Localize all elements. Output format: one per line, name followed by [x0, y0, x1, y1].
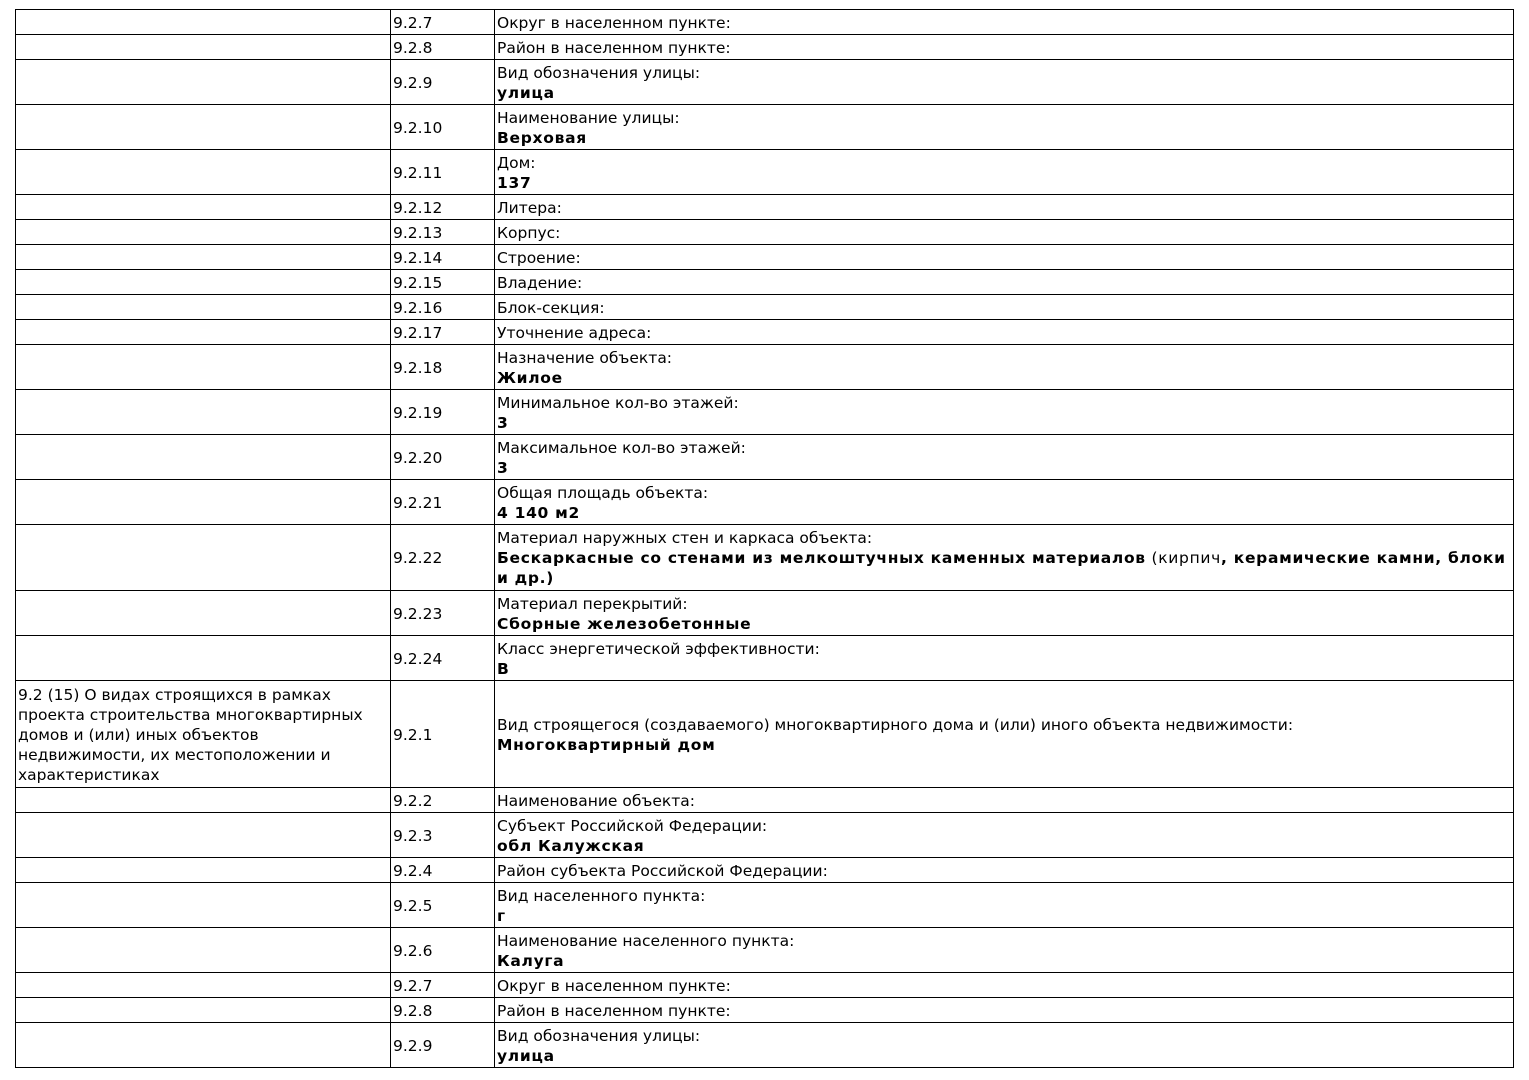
table-row [16, 105, 1514, 150]
item-content [495, 195, 1514, 220]
item-value: Сборные железобетонные [497, 614, 752, 633]
item-number: 9.2.9 [391, 1023, 495, 1068]
table-row [16, 788, 1514, 813]
item-label: Назначение объекта: [497, 348, 673, 367]
item-label: Наименование улицы: [497, 108, 680, 127]
section-cell [16, 245, 391, 270]
item-number: 9.2.3 [391, 813, 495, 858]
table-row [16, 883, 1514, 928]
table-row [16, 60, 1514, 105]
item-content [495, 10, 1514, 35]
item-number: 9.2.5 [391, 883, 495, 928]
item-number: 9.2.12 [391, 195, 495, 220]
section-cell [16, 10, 391, 35]
item-content [495, 105, 1514, 150]
item-number: 9.2.13 [391, 220, 495, 245]
section-cell [16, 788, 391, 813]
item-value: обл Калужская [497, 836, 645, 855]
section-cell [16, 998, 391, 1023]
item-content [495, 928, 1514, 973]
section-cell [16, 480, 391, 525]
item-label: Дом: [497, 153, 536, 172]
item-number: 9.2.8 [391, 998, 495, 1023]
item-content [495, 35, 1514, 60]
item-number: 9.2.14 [391, 245, 495, 270]
table-row [16, 1023, 1514, 1068]
section-cell [16, 60, 391, 105]
item-label: Вид обозначения улицы: [497, 1026, 701, 1045]
item-content [495, 883, 1514, 928]
item-label: Вид обозначения улицы: [497, 63, 701, 82]
item-number: 9.2.23 [391, 591, 495, 636]
item-content [495, 525, 1514, 591]
item-number: 9.2.22 [391, 525, 495, 591]
item-number: 9.2.16 [391, 295, 495, 320]
section-cell [16, 681, 391, 788]
item-value: улица [497, 1046, 555, 1065]
section-cell [16, 435, 391, 480]
item-content [495, 270, 1514, 295]
item-label: Максимальное кол-во этажей: [497, 438, 746, 457]
table-row [16, 320, 1514, 345]
item-content [495, 998, 1514, 1023]
table-row [16, 858, 1514, 883]
item-value: улица [497, 83, 555, 102]
table-row [16, 245, 1514, 270]
item-content [495, 435, 1514, 480]
item-content [495, 245, 1514, 270]
item-value: 137 [497, 173, 532, 192]
item-number: 9.2.24 [391, 636, 495, 681]
item-label: Владение: [497, 273, 583, 292]
table-row [16, 150, 1514, 195]
item-number: 9.2.4 [391, 858, 495, 883]
section-cell [16, 883, 391, 928]
item-label: Уточнение адреса: [497, 323, 652, 342]
item-content [495, 295, 1514, 320]
item-label: Район в населенном пункте: [497, 38, 731, 57]
table-row [16, 270, 1514, 295]
section-cell [16, 150, 391, 195]
table-row [16, 591, 1514, 636]
item-label: Блок-секция: [497, 298, 605, 317]
section-cell [16, 320, 391, 345]
section-cell [16, 270, 391, 295]
item-number: 9.2.10 [391, 105, 495, 150]
table-row [16, 390, 1514, 435]
item-value: 3 [497, 413, 509, 432]
section-cell [16, 813, 391, 858]
item-content [495, 1023, 1514, 1068]
item-label: Корпус: [497, 223, 561, 242]
section-cell [16, 973, 391, 998]
section-cell [16, 195, 391, 220]
item-label: Общая площадь объекта: [497, 483, 709, 502]
item-number: 9.2.17 [391, 320, 495, 345]
item-label: Вид населенного пункта: [497, 886, 706, 905]
item-content [495, 788, 1514, 813]
section-cell [16, 636, 391, 681]
item-value: Калуга [497, 951, 565, 970]
item-label: Литера: [497, 198, 562, 217]
item-value [497, 548, 1511, 588]
section-title: 9.2 (15) О видах строящихся в рамках проекта строительства многоквартирных домов и (или) иных объектов недвижимости, их местоположении и характеристиках [18, 685, 363, 784]
item-number: 9.2.8 [391, 35, 495, 60]
table-row [16, 295, 1514, 320]
item-number: 9.2.9 [391, 60, 495, 105]
table-row [16, 435, 1514, 480]
item-label: Округ в населенном пункте: [497, 13, 731, 32]
item-value: Жилое [497, 368, 563, 387]
item-value: г [497, 906, 506, 925]
item-label: Вид строящегося (создаваемого) многоквартирного дома и (или) иного объекта недвижимости: [497, 715, 1294, 734]
section-cell [16, 345, 391, 390]
item-content [495, 320, 1514, 345]
item-content [495, 681, 1514, 788]
section-cell [16, 525, 391, 591]
item-number: 9.2.19 [391, 390, 495, 435]
section-cell [16, 858, 391, 883]
item-number: 9.2.7 [391, 10, 495, 35]
item-content [495, 390, 1514, 435]
item-value: 3 [497, 458, 509, 477]
section-cell [16, 928, 391, 973]
table-row [16, 998, 1514, 1023]
item-label: Минимальное кол-во этажей: [497, 393, 739, 412]
table-row [16, 10, 1514, 35]
item-label: Класс энергетической эффективности: [497, 639, 820, 658]
item-value: 4 140 м2 [497, 503, 580, 522]
item-number: 9.2.18 [391, 345, 495, 390]
item-label: Строение: [497, 248, 581, 267]
table-row [16, 35, 1514, 60]
table-row [16, 681, 1514, 788]
item-number: 9.2.6 [391, 928, 495, 973]
item-content [495, 220, 1514, 245]
item-label: Район в населенном пункте: [497, 1001, 731, 1020]
section-cell [16, 390, 391, 435]
table-row [16, 480, 1514, 525]
item-value-part: (кирпич [1145, 549, 1222, 567]
item-number: 9.2.11 [391, 150, 495, 195]
item-number: 9.2.7 [391, 973, 495, 998]
section-cell [16, 295, 391, 320]
item-content [495, 973, 1514, 998]
item-number: 9.2.2 [391, 788, 495, 813]
table-row [16, 195, 1514, 220]
disclosure-table [15, 9, 1514, 1068]
item-content [495, 60, 1514, 105]
item-number: 9.2.20 [391, 435, 495, 480]
item-content [495, 591, 1514, 636]
item-value: Верховая [497, 128, 587, 147]
item-value-part: Бескаркасные со стенами из мелкоштучных каменных материалов [497, 549, 1146, 567]
item-content [495, 636, 1514, 681]
item-label: Район субъекта Российской Федерации: [497, 861, 828, 880]
item-value: Многоквартирный дом [497, 735, 716, 754]
item-number: 9.2.15 [391, 270, 495, 295]
table-row [16, 525, 1514, 591]
item-content [495, 150, 1514, 195]
item-content [495, 480, 1514, 525]
table-row [16, 928, 1514, 973]
item-label: Субъект Российской Федерации: [497, 816, 768, 835]
table-row [16, 345, 1514, 390]
item-label: Материал перекрытий: [497, 594, 688, 613]
item-label: Наименование населенного пункта: [497, 931, 795, 950]
section-cell [16, 105, 391, 150]
item-content [495, 345, 1514, 390]
item-content [495, 858, 1514, 883]
section-cell [16, 1023, 391, 1068]
item-number: 9.2.1 [391, 681, 495, 788]
item-value-part: , керамические камни, блоки и др.) [497, 549, 1506, 587]
table-row [16, 973, 1514, 998]
item-label: Наименование объекта: [497, 791, 696, 810]
table-row [16, 636, 1514, 681]
section-cell [16, 35, 391, 60]
section-cell [16, 220, 391, 245]
item-content [495, 813, 1514, 858]
section-cell [16, 591, 391, 636]
item-number: 9.2.21 [391, 480, 495, 525]
item-label: Материал наружных стен и каркаса объекта: [497, 529, 873, 547]
item-label: Округ в населенном пункте: [497, 976, 731, 995]
table-row [16, 220, 1514, 245]
table-row [16, 813, 1514, 858]
item-value: B [497, 659, 510, 678]
